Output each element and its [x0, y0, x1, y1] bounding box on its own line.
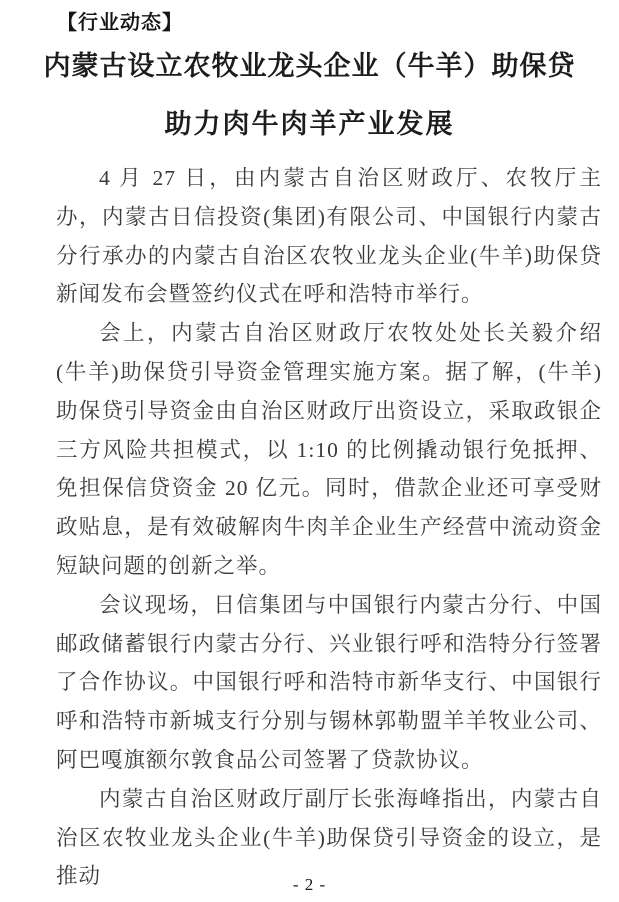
article-paragraph: 会上，内蒙古自治区财政厅农牧处处长关毅介绍(牛羊)助保贷引导资金管理实施方案。据了解，(牛羊)助保贷引导资金由自治区财政厅出资设立，采取政银企三方风险共担模式，以 1:10 的比例撬动银行免抵押、免担保信贷资金 20 亿元。同时，借款企业还可享受财政贴息，是有效破解肉牛肉羊企业生产经营中流动资金短缺问题的创新之举。 — [56, 321, 602, 578]
section-tag: 【行业动态】 — [57, 12, 183, 34]
article-title — [0, 44, 619, 146]
article-body — [56, 159, 602, 896]
article-paragraph: 4 月 27 日，由内蒙古自治区财政厅、农牧厅主办，内蒙古日信投资(集团)有限公司、中国银行内蒙古分行承办的内蒙古自治区农牧业龙头企业(牛羊)助保贷新闻发布会暨签约仪式在呼和浩特市举行。 — [56, 166, 602, 307]
page-number: - 2 - — [292, 875, 327, 894]
article-paragraph: 内蒙古自治区财政厅副厅长张海峰指出，内蒙古自治区农牧业龙头企业(牛羊)助保贷引导资金的设立，是推动 — [56, 786, 602, 889]
article-title-line2: 助力肉牛肉羊产业发展 — [164, 109, 455, 139]
article-title-line1: 内蒙古设立农牧业龙头企业（牛羊）助保贷 — [43, 51, 576, 81]
article-paragraph: 会议现场，日信集团与中国银行内蒙古分行、中国邮政储蓄银行内蒙古分行、兴业银行呼和浩特分行签署了合作协议。中国银行呼和浩特市新华支行、中国银行呼和浩特市新城支行分别与锡林郭勒盟羊羊牧业公司、阿巴嘎旗额尔敦食品公司签署了贷款协议。 — [56, 592, 602, 772]
